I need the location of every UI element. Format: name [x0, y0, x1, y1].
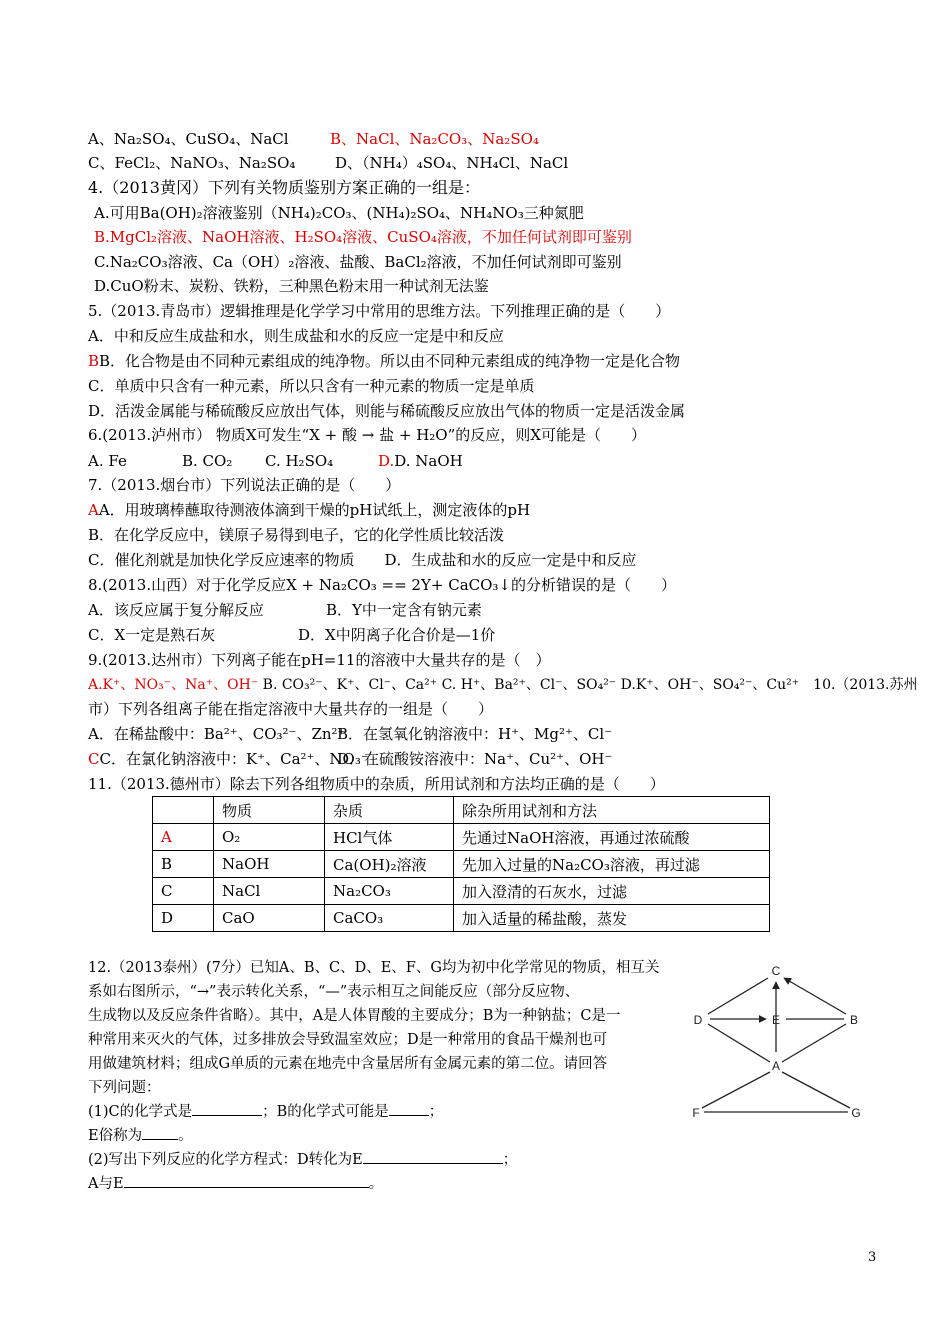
q11-table [152, 796, 770, 932]
q3-option-d: D、（NH₄）₄SO₄、NH₄Cl、NaCl [335, 154, 569, 172]
table-row [153, 824, 770, 851]
table-cell: 加入适量的稀盐酸，蒸发 [454, 905, 770, 932]
q7-stem: 7.（2013.烟台市）下列说法正确的是（ ） [88, 476, 401, 494]
table-cell: Ca(OH)₂溶液 [325, 851, 454, 878]
q12-line: 生成物以及反应条件省略）。其中，A是人体胃酸的主要成分；B为一种钠盐；C是一 [88, 1008, 621, 1024]
table-cell: CaCO₃ [325, 905, 454, 932]
q12-line: 种常用来灭火的气体，过多排放会导致温室效应；D是一种常用的食品干燥剂也可 [88, 1032, 608, 1048]
edge-d-c [708, 978, 768, 1014]
q5-option-b: BB．化合物是由不同种元素组成的纯净物。所以由不同种元素组成的纯净物一定是化合物 [88, 352, 681, 370]
q12-part2-label: (2)写出下列反应的化学方程式：D转化为E [88, 1152, 363, 1168]
q12-text [88, 956, 688, 1196]
node-label-f: F [692, 1106, 700, 1120]
q12-part1 [88, 1100, 688, 1124]
table-header-cell: 杂质 [325, 797, 454, 824]
q4-option-d: D.CuO粉末、炭粉、铁粉，三种黑色粉末用一种试剂无法鉴 [94, 277, 489, 295]
table-row [153, 851, 770, 878]
q10-option-c-text: C．在氯化钠溶液中：K⁺、Ca²⁺、NO₃⁻ [99, 750, 369, 768]
q12-part1-label: (1)C的化学式是 [88, 1104, 193, 1120]
edge-d-a [708, 1024, 770, 1062]
q3-option-b: B、NaCl、Na₂CO₃、Na₂SO₄ [330, 130, 539, 148]
q8-option-c: C．X一定是熟石灰 [88, 626, 216, 644]
table-cell: 先加入过量的Na₂CO₃溶液，再过滤 [454, 851, 770, 878]
node-label-e: E [771, 1013, 781, 1027]
q12-part1b [88, 1124, 688, 1148]
q8-option-a: A．该反应属于复分解反应 [88, 601, 264, 619]
q3-option-a: A、Na₂SO₄、CuSO₄、NaCl [88, 130, 289, 148]
q6-stem: 6.(2013.泸州市） 物质X可发生“X + 酸 → 盐 + H₂O”的反应，则X可能是（ ） [88, 426, 646, 444]
q9-option-rest: B. CO₃²⁻、K⁺、Cl⁻、Ca²⁺ C. H⁺、Ba²⁺、Cl⁻、SO₄²⁻ D.K⁺、OH⁻、SO₄²⁻、Cu²⁺ 10.（2013.苏州 [262, 677, 918, 693]
table-row [153, 878, 770, 905]
q5-option-a: A．中和反应生成盐和水，则生成盐和水的反应一定是中和反应 [88, 327, 504, 345]
node-label-b: B [849, 1013, 859, 1027]
q12-part2-label: ； [502, 1152, 518, 1168]
q12-line: 系如右图所示，“→”表示转化关系，“—”表示相互之间能反应（部分反应物、 [88, 984, 580, 1000]
q9-options [88, 676, 918, 694]
table-cell: HCl气体 [325, 824, 454, 851]
table-cell: D [153, 905, 214, 932]
answer-blank[interactable] [389, 1101, 429, 1116]
q12-part1-label: 。 [178, 1128, 193, 1144]
node-label-d: D [693, 1013, 703, 1027]
edge-a-g [782, 1072, 850, 1108]
q9-stem: 9.(2013.达州市）下列离子能在pH=11的溶液中大量共存的是（ ） [88, 651, 551, 669]
table-row [153, 905, 770, 932]
q5-option-c: C．单质中只含有一种元素，所以只含有一种元素的物质一定是单质 [88, 377, 535, 395]
q12-part1-label: E俗称为 [88, 1128, 143, 1144]
q6-option-d: D.D. NaOH [378, 452, 463, 470]
node-label-g: G [851, 1106, 861, 1120]
q10-option-c: CC．在氯化钠溶液中：K⁺、Ca²⁺、NO₃⁻ [88, 750, 369, 768]
q10-option-d: D．在硫酸铵溶液中：Na⁺、Cu²⁺、OH⁻ [337, 750, 613, 768]
q5-stem: 5.（2013.青岛市）逻辑推理是化学学习中常用的思维方法。下列推理正确的是（ ） [88, 302, 671, 320]
table-cell: B [153, 851, 214, 878]
answer-blank[interactable] [192, 1101, 262, 1116]
q12-part1-label: ；B的化学式可能是 [262, 1104, 389, 1120]
q12-part1-label: ； [428, 1104, 444, 1120]
node-label-a: A [771, 1059, 781, 1073]
table-cell: 加入澄清的石灰水，过滤 [454, 878, 770, 905]
q12-part2 [88, 1148, 688, 1172]
table-cell: CaO [214, 905, 325, 932]
q12-part2-label: 。 [368, 1176, 384, 1192]
q6-option-a: A. Fe [88, 452, 127, 470]
table-header-cell [153, 797, 214, 824]
table-cell: 先通过NaOH溶液，再通过浓硫酸 [454, 824, 770, 851]
edge-b-c [784, 978, 846, 1014]
q10-option-a: A．在稀盐酸中：Ba²⁺、CO₃²⁻、Zn²⁺ [88, 725, 346, 743]
q4-option-c: C.Na₂CO₃溶液、Ca（OH）₂溶液、盐酸、BaCl₂溶液，不加任何试剂即可鉴别 [94, 253, 622, 271]
q9-option-a: A.K⁺、NO₃⁻、Na⁺、OH⁻ [88, 677, 259, 693]
q4-option-b: B.MgCl₂溶液、NaOH溶液、H₂SO₄溶液、CuSO₄溶液，不加任何试剂即可鉴别 [94, 228, 632, 246]
table-cell: NaCl [214, 878, 325, 905]
answer-blank[interactable] [142, 1125, 178, 1140]
table-header-row [153, 797, 770, 824]
q8-stem: 8.(2013.山西）对于化学反应X + Na₂CO₃ == 2Y+ CaCO₃↓的分析错误的是（ ） [88, 576, 676, 594]
q6-option-d-text: D. NaOH [394, 452, 463, 470]
q6-option-b: B. CO₂ [182, 452, 233, 470]
node-label-c: C [771, 964, 781, 978]
page-number: 3 [868, 1250, 877, 1265]
q8-option-d: D．X中阴离子化合价是—1价 [298, 626, 496, 644]
table-cell: NaOH [214, 851, 325, 878]
q12-part2-label: A与E [88, 1176, 124, 1192]
q6-option-c: C. H₂SO₄ [265, 452, 334, 470]
table-cell: O₂ [214, 824, 325, 851]
q7-option-a: AA．用玻璃棒蘸取待测液体滴到干燥的pH试纸上，测定液体的pH [88, 501, 531, 519]
q11-stem: 11.（2013.德州市）除去下列各组物质中的杂质，所用试剂和方法均正确的是（ ） [88, 775, 665, 793]
table-header-cell: 除杂所用试剂和方法 [454, 797, 770, 824]
q7-option-a-text: A．用玻璃棒蘸取待测液体滴到干燥的pH试纸上，测定液体的pH [98, 501, 531, 519]
edge-b-a [782, 1024, 846, 1062]
table-cell: C [153, 878, 214, 905]
q5-option-b-text: B．化合物是由不同种元素组成的纯净物。所以由不同种元素组成的纯净物一定是化合物 [99, 352, 681, 370]
q8-option-b: B．Y中一定含有钠元素 [326, 601, 482, 619]
q4-stem: 4.（2013黄冈）下列有关物质鉴别方案正确的一组是： [88, 178, 480, 197]
table-cell: A [153, 824, 214, 851]
q3-option-c: C、FeCl₂、NaNO₃、Na₂SO₄ [88, 154, 296, 172]
relationship-diagram [686, 962, 866, 1122]
q5-option-d: D．活泼金属能与稀硫酸反应放出气体，则能与稀硫酸反应放出气体的物质一定是活泼金属 [88, 402, 686, 420]
q12-line: 12.（2013泰州）(7分）已知A、B、C、D、E、F、G均为初中化学常见的物质，相互关 [88, 960, 660, 976]
q12-part2b [88, 1172, 688, 1196]
answer-blank[interactable] [363, 1149, 503, 1164]
table-cell: Na₂CO₃ [325, 878, 454, 905]
q10-option-b: B．在氢氧化钠溶液中：H⁺、Mg²⁺、Cl⁻ [337, 725, 613, 743]
q12-line: 下列问题： [88, 1080, 161, 1096]
q10-stem: 市）下列各组离子能在指定溶液中大量共存的一组是（ ） [88, 700, 494, 718]
edge-a-f [702, 1072, 770, 1108]
table-header-cell: 物质 [214, 797, 325, 824]
q12-line: 用做建筑材料；组成G单质的元素在地壳中含量居所有金属元素的第二位。请回答 [88, 1056, 608, 1072]
q7-option-cd: C．催化剂就是加快化学反应速率的物质 D．生成盐和水的反应一定是中和反应 [88, 551, 637, 569]
q7-option-b: B．在化学反应中，镁原子易得到电子，它的化学性质比较活泼 [88, 526, 505, 544]
q4-option-a: A.可用Ba(OH)₂溶液鉴别（NH₄)₂CO₃、(NH₄)₂SO₄、NH₄NO₃三种氮肥 [94, 204, 584, 222]
answer-blank[interactable] [124, 1173, 369, 1188]
